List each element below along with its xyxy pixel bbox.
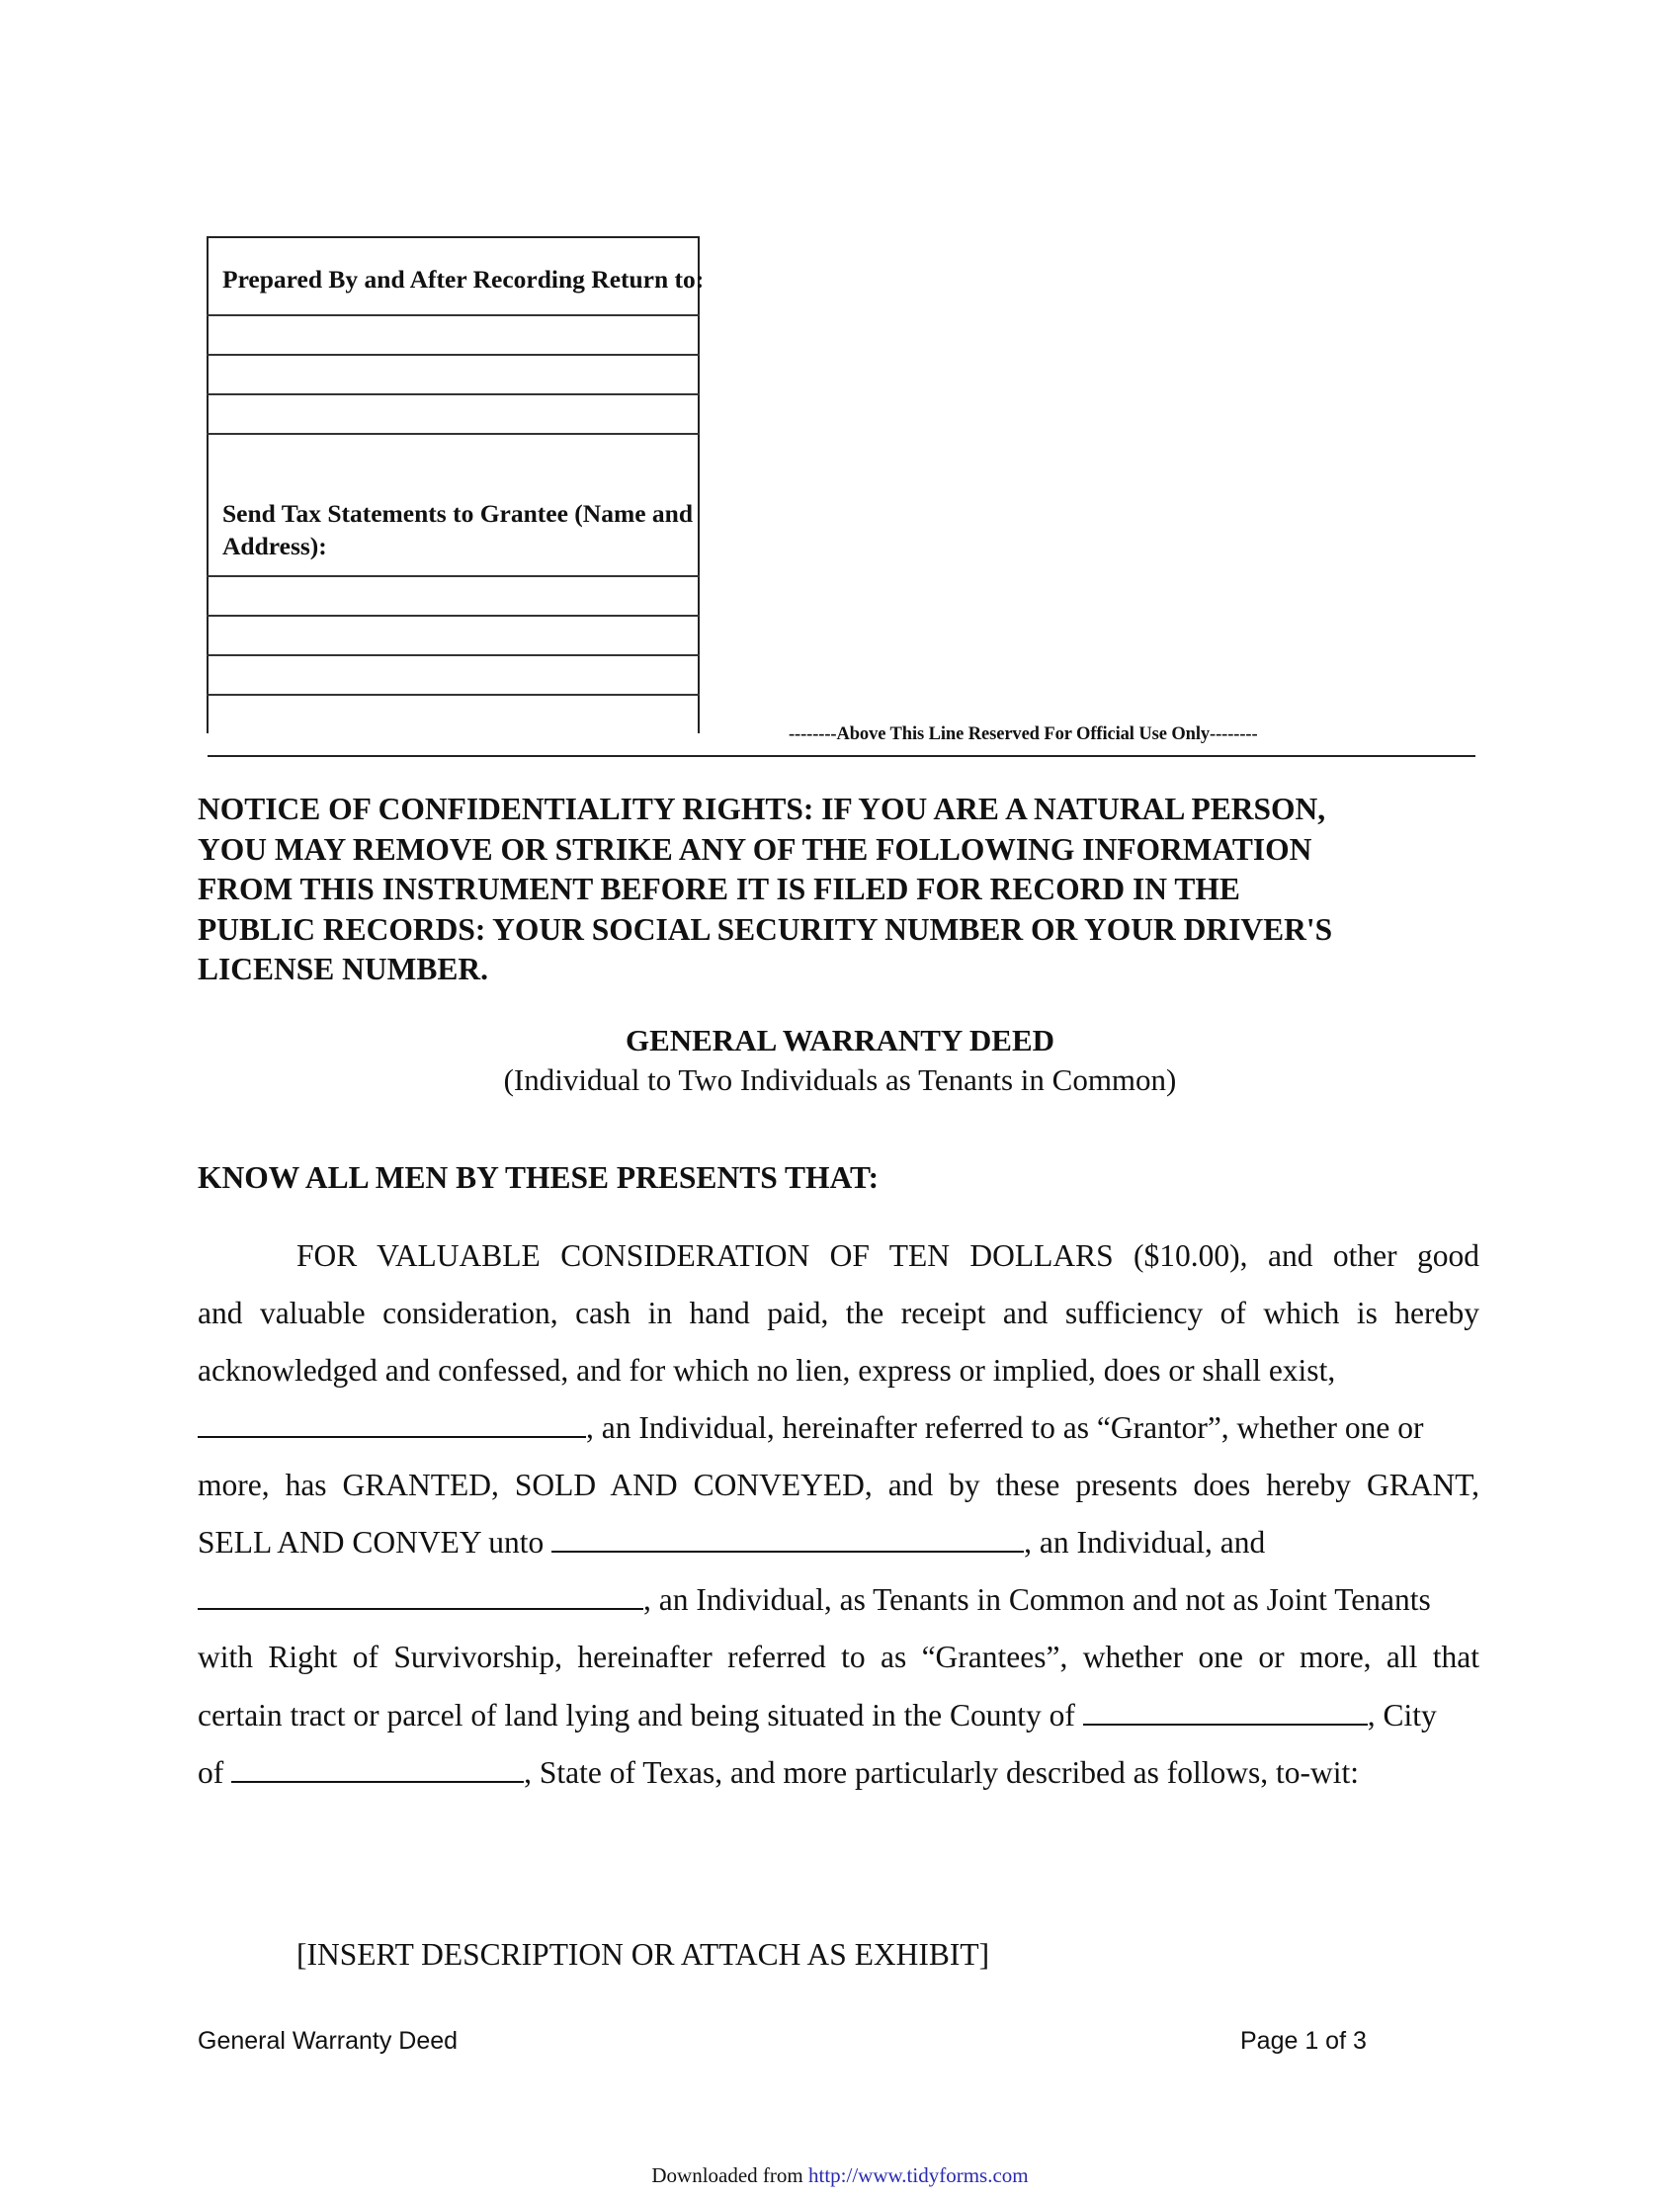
tax-address-line-2[interactable] xyxy=(207,615,700,617)
download-note xyxy=(0,2162,1680,2188)
body-line-1: FOR VALUABLE CONSIDERATION OF TEN DOLLARS ($10.00), and other good xyxy=(296,1238,1479,1273)
notice-line: YOU MAY REMOVE OR STRIKE ANY OF THE FOLLOWING INFORMATION xyxy=(198,831,1312,867)
return-to-line-2[interactable] xyxy=(207,354,700,356)
notice-line: PUBLIC RECORDS: YOUR SOCIAL SECURITY NUMBER OR YOUR DRIVER'S xyxy=(198,911,1333,947)
body-line-9-text-end: , City xyxy=(1367,1698,1437,1732)
body-line-8: with Right of Survivorship, hereinafter referred to as “Grantees”, whether one or more, all that xyxy=(198,1640,1479,1674)
footer-page-number: Page 1 of 3 xyxy=(1240,2027,1367,2055)
county-blank[interactable] xyxy=(1083,1698,1368,1726)
body-line-7-text: , an Individual, as Tenants in Common and not as Joint Tenants xyxy=(643,1582,1431,1617)
return-to-line-3[interactable] xyxy=(207,393,700,395)
notice-line: FROM THIS INSTRUMENT BEFORE IT IS FILED FOR RECORD IN THE xyxy=(198,872,1240,906)
city-blank[interactable] xyxy=(231,1755,524,1783)
confidentiality-notice xyxy=(198,790,1502,990)
download-prefix: Downloaded from xyxy=(651,2163,808,2187)
body-line-3: acknowledged and confessed, and for which no lien, express or implied, does or shall exist, xyxy=(198,1353,1336,1388)
body-line-2: and valuable consideration, cash in hand paid, the receipt and sufficiency of which is hereby xyxy=(198,1296,1479,1330)
body-line-7 xyxy=(198,1580,1479,1620)
notice-line: NOTICE OF CONFIDENTIALITY RIGHTS: IF YOU ARE A NATURAL PERSON, xyxy=(198,792,1326,826)
body-line-4 xyxy=(198,1408,1479,1448)
know-all-heading: KNOW ALL MEN BY THESE PRESENTS THAT: xyxy=(198,1160,880,1195)
body-line-10 xyxy=(198,1753,1479,1793)
body-line-10-text-start: of xyxy=(198,1755,232,1790)
document-subtitle: (Individual to Two Individuals as Tenants in Common) xyxy=(503,1062,1177,1097)
tax-statements-label-line1: Send Tax Statements to Grantee (Name and xyxy=(222,499,693,528)
tax-address-line-1[interactable] xyxy=(207,575,700,577)
tidyforms-link[interactable]: http://www.tidyforms.com xyxy=(808,2163,1029,2187)
prepared-by-label: Prepared By and After Recording Return to: xyxy=(222,265,705,294)
grantee1-name-blank[interactable] xyxy=(551,1525,1024,1553)
tax-statements-label-line2: Address): xyxy=(222,532,327,560)
grantee2-name-blank[interactable] xyxy=(198,1582,643,1610)
property-description-placeholder: [INSERT DESCRIPTION OR ATTACH AS EXHIBIT] xyxy=(296,1937,990,1972)
tax-address-line-3[interactable] xyxy=(207,654,700,656)
official-use-separator xyxy=(208,755,1475,757)
document-title: GENERAL WARRANTY DEED xyxy=(625,1023,1055,1057)
body-line-6-text-start: SELL AND CONVEY unto xyxy=(198,1525,552,1560)
return-to-line-1[interactable] xyxy=(207,314,700,316)
body-line-9 xyxy=(198,1696,1479,1735)
official-use-notice: --------Above This Line Reserved For Official Use Only-------- xyxy=(789,724,1258,744)
recording-info-box xyxy=(207,236,705,733)
body-line-6-text-end: , an Individual, and xyxy=(1024,1525,1266,1560)
body-line-4-text: , an Individual, hereinafter referred to as “Grantor”, whether one or xyxy=(586,1410,1424,1445)
return-to-line-4 xyxy=(207,433,700,435)
grantor-name-blank[interactable] xyxy=(198,1410,586,1438)
footer-document-name: General Warranty Deed xyxy=(198,2027,459,2055)
body-line-9-text-start: certain tract or parcel of land lying and being situated in the County of xyxy=(198,1698,1083,1732)
body-line-6 xyxy=(198,1523,1479,1563)
notice-line: LICENSE NUMBER. xyxy=(198,952,489,986)
body-line-10-text-end: , State of Texas, and more particularly described as follows, to-wit: xyxy=(524,1755,1359,1790)
body-line-5: more, has GRANTED, SOLD AND CONVEYED, and by these presents does hereby GRANT, xyxy=(198,1468,1479,1502)
tax-address-line-4[interactable] xyxy=(207,694,700,696)
